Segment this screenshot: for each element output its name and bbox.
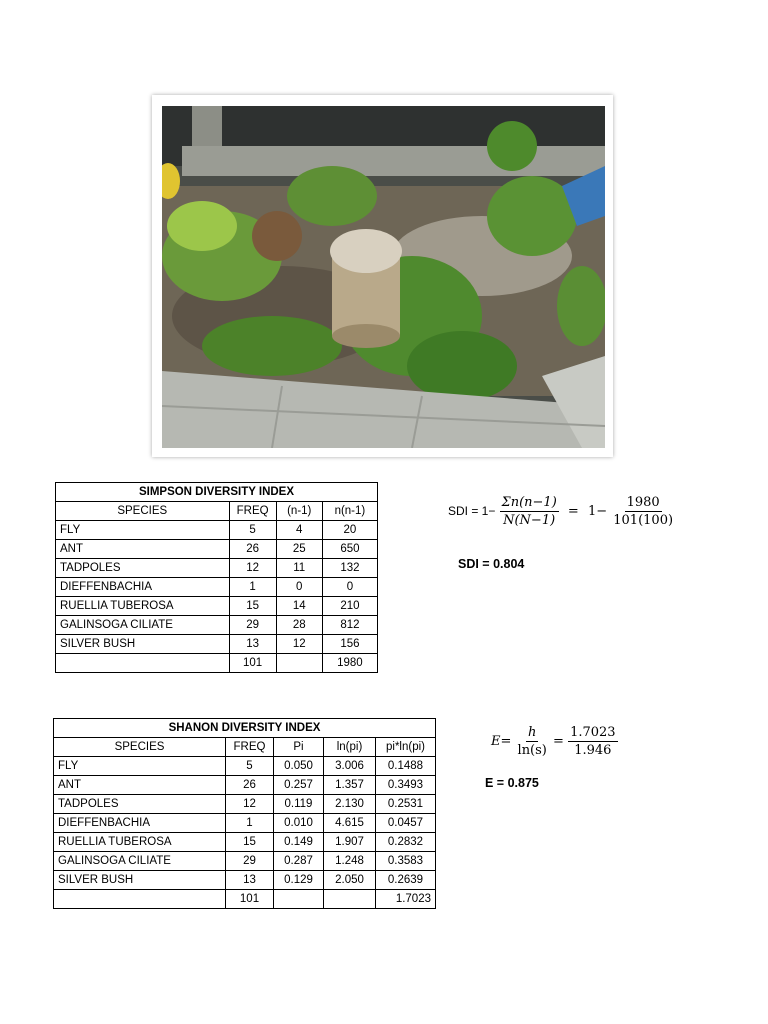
table-row [54, 814, 436, 833]
table-row [54, 833, 436, 852]
sdi-numerator: Σn(n−1) [501, 495, 557, 510]
freq-cell: 12 [226, 795, 274, 814]
species-cell: RUELLIA TUBEROSA [54, 833, 226, 852]
simpson-title: SIMPSON DIVERSITY INDEX [56, 483, 378, 502]
table-row [54, 757, 436, 776]
header-cell: n(n-1) [322, 502, 377, 521]
pi-ln-pi-cell: 0.2531 [376, 795, 436, 814]
simpson-formula [448, 495, 675, 528]
evenness-value-numerator: 1.7023 [570, 725, 616, 740]
one-minus: 1− [587, 504, 608, 519]
ln-pi-cell: 2.050 [324, 871, 376, 890]
total-empty-cell [276, 654, 322, 673]
table-row [54, 795, 436, 814]
n-n-minus-1-cell: 132 [322, 559, 377, 578]
n-minus-1-cell: 25 [276, 540, 322, 559]
ln-pi-cell: 2.130 [324, 795, 376, 814]
freq-cell: 26 [229, 540, 276, 559]
ln-pi-cell: 1.907 [324, 833, 376, 852]
table-row [56, 540, 378, 559]
header-cell: ln(pi) [324, 738, 376, 757]
totals-row [54, 890, 436, 909]
table-row [54, 871, 436, 890]
evenness-numerator: h [528, 725, 537, 740]
header-cell: SPECIES [54, 738, 226, 757]
freq-cell: 15 [226, 833, 274, 852]
pi-cell: 0.257 [274, 776, 324, 795]
n-n-minus-1-cell: 210 [322, 597, 377, 616]
ln-pi-cell: 1.248 [324, 852, 376, 871]
header-cell: FREQ [229, 502, 276, 521]
header-cell: SPECIES [56, 502, 230, 521]
totals-label-cell [56, 654, 230, 673]
total-empty-cell [274, 890, 324, 909]
freq-cell: 5 [226, 757, 274, 776]
totals-label-cell [54, 890, 226, 909]
evenness-value-fraction [568, 725, 618, 758]
freq-cell: 1 [226, 814, 274, 833]
evenness-formula [491, 725, 618, 758]
species-cell: FLY [54, 757, 226, 776]
table-row [54, 852, 436, 871]
evenness-denominator: ln(s) [517, 743, 547, 758]
species-cell: SILVER BUSH [56, 635, 230, 654]
n-n-minus-1-cell: 0 [322, 578, 377, 597]
sdi-value-numerator: 1980 [626, 495, 660, 510]
freq-cell: 12 [229, 559, 276, 578]
species-cell: ANT [54, 776, 226, 795]
table-row [56, 559, 378, 578]
species-cell: RUELLIA TUBEROSA [56, 597, 230, 616]
sdi-label: SDI = 1− [448, 504, 496, 518]
freq-cell: 5 [229, 521, 276, 540]
species-cell: DIEFFENBACHIA [54, 814, 226, 833]
n-n-minus-1-cell: 156 [322, 635, 377, 654]
total-freq-cell: 101 [229, 654, 276, 673]
totals-row [56, 654, 378, 673]
simpson-table [55, 482, 378, 673]
sdi-fraction [500, 495, 559, 528]
pi-ln-pi-cell: 0.3583 [376, 852, 436, 871]
species-cell: TADPOLES [54, 795, 226, 814]
pi-ln-pi-cell: 0.3493 [376, 776, 436, 795]
freq-cell: 13 [226, 871, 274, 890]
n-n-minus-1-cell: 20 [322, 521, 377, 540]
equals-sign: = [553, 734, 564, 749]
n-n-minus-1-cell: 812 [322, 616, 377, 635]
garden-photo-icon [162, 106, 605, 448]
shannon-title: SHANON DIVERSITY INDEX [54, 719, 436, 738]
pi-ln-pi-cell: 0.2639 [376, 871, 436, 890]
freq-cell: 26 [226, 776, 274, 795]
n-minus-1-cell: 28 [276, 616, 322, 635]
shannon-table [53, 718, 436, 909]
evenness-label: E= [491, 734, 512, 749]
pi-cell: 0.287 [274, 852, 324, 871]
freq-cell: 15 [229, 597, 276, 616]
pi-ln-pi-cell: 0.1488 [376, 757, 436, 776]
n-n-minus-1-cell: 650 [322, 540, 377, 559]
ln-pi-cell: 3.006 [324, 757, 376, 776]
species-cell: DIEFFENBACHIA [56, 578, 230, 597]
n-minus-1-cell: 14 [276, 597, 322, 616]
pi-ln-pi-cell: 0.2832 [376, 833, 436, 852]
header-cell: (n-1) [276, 502, 322, 521]
header-cell: FREQ [226, 738, 274, 757]
table-row [56, 635, 378, 654]
table-row [54, 776, 436, 795]
table-row [56, 616, 378, 635]
table-row [56, 597, 378, 616]
shannon-header-row [54, 738, 436, 757]
total-n-n-minus-1-cell: 1980 [322, 654, 377, 673]
total-pi-ln-pi-cell: 1.7023 [376, 890, 436, 909]
garden-photo [162, 106, 605, 448]
sdi-result: SDI = 0.804 [458, 557, 525, 571]
header-cell: Pi [274, 738, 324, 757]
sdi-value-fraction [611, 495, 675, 528]
total-freq-cell: 101 [226, 890, 274, 909]
n-minus-1-cell: 12 [276, 635, 322, 654]
evenness-result: E = 0.875 [485, 776, 539, 790]
n-minus-1-cell: 0 [276, 578, 322, 597]
pi-cell: 0.050 [274, 757, 324, 776]
species-cell: SILVER BUSH [54, 871, 226, 890]
pi-ln-pi-cell: 0.0457 [376, 814, 436, 833]
photo-frame [152, 95, 613, 457]
freq-cell: 13 [229, 635, 276, 654]
sdi-value-denominator: 101(100) [613, 513, 674, 528]
pi-cell: 0.010 [274, 814, 324, 833]
ln-pi-cell: 4.615 [324, 814, 376, 833]
evenness-value-denominator: 1.946 [574, 743, 612, 758]
n-minus-1-cell: 11 [276, 559, 322, 578]
ln-pi-cell: 1.357 [324, 776, 376, 795]
equals-sign: = [567, 504, 579, 519]
pi-cell: 0.119 [274, 795, 324, 814]
header-cell: pi*ln(pi) [376, 738, 436, 757]
species-cell: TADPOLES [56, 559, 230, 578]
table-row [56, 578, 378, 597]
total-empty-cell [324, 890, 376, 909]
sdi-denominator: N(N−1) [503, 513, 556, 528]
simpson-header-row [56, 502, 378, 521]
species-cell: GALINSOGA CILIATE [54, 852, 226, 871]
table-row [56, 521, 378, 540]
pi-cell: 0.129 [274, 871, 324, 890]
freq-cell: 1 [229, 578, 276, 597]
species-cell: GALINSOGA CILIATE [56, 616, 230, 635]
n-minus-1-cell: 4 [276, 521, 322, 540]
freq-cell: 29 [229, 616, 276, 635]
pi-cell: 0.149 [274, 833, 324, 852]
evenness-fraction [516, 725, 549, 758]
species-cell: FLY [56, 521, 230, 540]
species-cell: ANT [56, 540, 230, 559]
freq-cell: 29 [226, 852, 274, 871]
